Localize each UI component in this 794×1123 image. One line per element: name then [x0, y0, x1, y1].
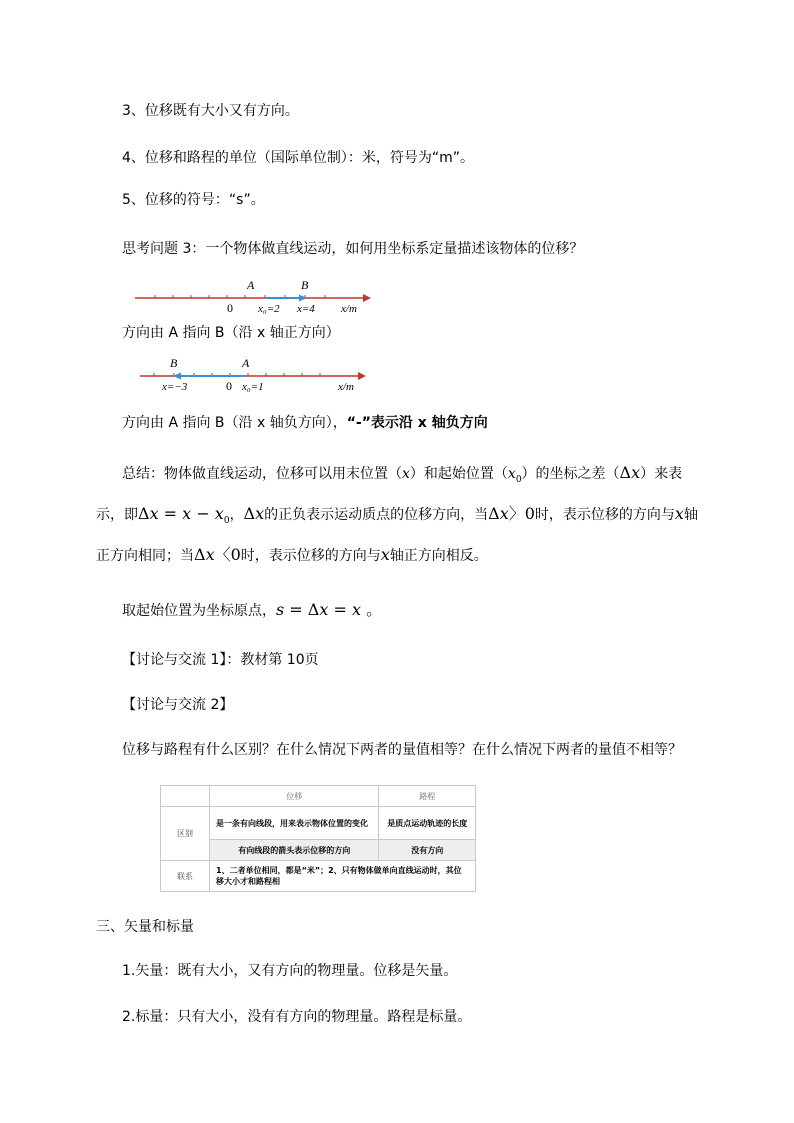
vector-definition: 1.矢量：既有大小，又有方向的物理量。位移是矢量。	[122, 963, 458, 979]
unit-label: x/m	[341, 303, 357, 315]
axis-figure-negative	[140, 356, 380, 396]
summary-text: 正方向相同；当	[96, 548, 194, 564]
x-label: x=−3	[162, 381, 188, 393]
negative-sign-note: “-”表示沿 x 轴负方向	[346, 415, 488, 431]
summary-text: ，	[229, 507, 244, 523]
axis-arrowhead	[358, 372, 366, 380]
table-cell: 有向线段的箭头表示位移的方向	[210, 840, 379, 861]
x0-label: x₀=1	[242, 381, 264, 393]
math-x: x	[674, 504, 684, 523]
summary-text: ）的坐标之差（	[521, 466, 620, 482]
table-row-label-diff: 区别	[161, 807, 210, 861]
summary-text: 总结：物体做直线运动，位移可以用末位置（	[122, 466, 402, 482]
math-gt-zero: Δx〉0	[488, 504, 535, 523]
comparison-table	[160, 785, 476, 892]
point-a-label: A	[242, 356, 250, 370]
table-cell: 1、二者单位相同，都是“米”；2、只有物体做单向直线运动时，其位移大小才和路程相	[210, 861, 476, 892]
zero-label: 0	[226, 379, 232, 393]
point-a-label: A	[247, 278, 255, 292]
axis-arrowhead	[363, 294, 371, 302]
math-formula: $\Delta x = x - x_0$	[138, 504, 230, 527]
scalar-definition: 2.标量：只有大小，没有有方向的物理量。路程是标量。	[122, 1009, 472, 1025]
math-x0: $x_0$	[507, 466, 522, 485]
summary-text: 时，表示位移的方向与	[534, 507, 675, 523]
origin-line	[122, 600, 382, 621]
section-3-heading: 三、矢量和标量	[96, 919, 194, 935]
table-row-label-link: 联系	[161, 861, 210, 892]
zero-label: 0	[227, 301, 233, 315]
direction-negative	[122, 414, 488, 432]
point-b-label: B	[170, 356, 178, 370]
table-cell: 是一条有向线段，用来表示物体位置的变化	[210, 807, 379, 840]
point-3: 3、位移既有大小又有方向。	[122, 103, 299, 119]
math-x: x	[402, 466, 410, 482]
math-lt-zero: Δx〈0	[194, 545, 241, 564]
table-header-displacement: 位移	[210, 786, 379, 807]
axis-figure-positive	[135, 278, 385, 318]
table-row	[161, 807, 476, 840]
math-delta-x: Δx	[243, 504, 265, 523]
x-label: x=4	[297, 303, 315, 315]
direction-negative-text: 方向由 A 指向 B（沿 x 轴负方向），	[122, 415, 347, 431]
math-x: x	[380, 545, 390, 564]
table-cell: 没有方向	[379, 840, 476, 861]
summary-text: ）和起始位置（	[409, 466, 508, 482]
summary-text: 轴	[683, 507, 698, 523]
table-header-distance: 路程	[379, 786, 476, 807]
table-row	[161, 861, 476, 892]
direction-positive: 方向由 A 指向 B（沿 x 轴正方向）	[122, 325, 340, 341]
math-s-formula: s = Δx = x 。	[276, 600, 383, 619]
displacement-arrowhead	[299, 295, 307, 302]
origin-text: 取起始位置为坐标原点，	[122, 603, 276, 619]
discussion-2-question: 位移与路程有什么区别？在什么情况下两者的量值相等？在什么情况下两者的量值不相等？	[122, 742, 682, 758]
summary-text: 轴正方向相反。	[389, 548, 488, 564]
table-header-row	[161, 786, 476, 807]
point-4: 4、位移和路程的单位（国际单位制）：米，符号为“m”。	[122, 150, 475, 166]
question-3: 思考问题 3：一个物体做直线运动，如何用坐标系定量描述该物体的位移？	[122, 241, 584, 257]
summary-line-3	[96, 545, 488, 566]
summary-line-1	[122, 463, 682, 490]
summary-text: 的正负表示运动质点的位移方向，当	[264, 507, 489, 523]
table-header-empty	[161, 786, 210, 807]
summary-line-2	[96, 504, 698, 531]
unit-label: x/m	[338, 381, 354, 393]
discussion-2: 【讨论与交流 2】	[122, 697, 234, 713]
summary-text: 时，表示位移的方向与	[240, 548, 381, 564]
summary-text: ）来表	[640, 466, 683, 482]
summary-text: 示，即	[96, 507, 138, 523]
x0-label: x₀=2	[258, 303, 280, 315]
point-b-label: B	[301, 278, 309, 292]
math-delta-x: Δx	[619, 463, 641, 482]
point-5: 5、位移的符号：“s”。	[122, 192, 265, 208]
table-cell: 是质点运动轨迹的长度	[379, 807, 476, 840]
discussion-1: 【讨论与交流 1】：教材第 10页	[122, 652, 319, 668]
